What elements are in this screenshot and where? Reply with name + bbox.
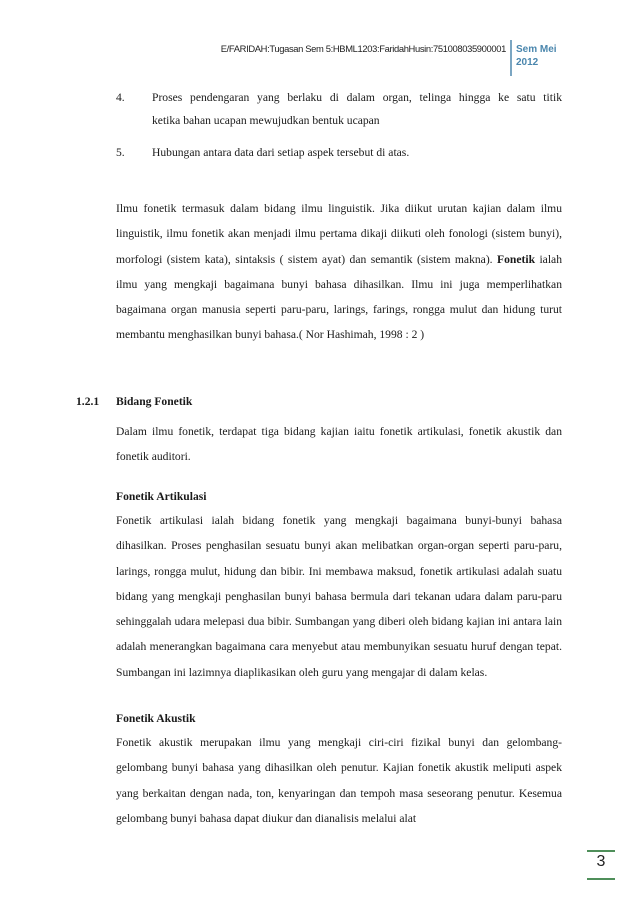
subsection-heading: Fonetik Artikulasi (116, 490, 207, 503)
page-number: 3 (596, 853, 606, 870)
page-header (0, 40, 638, 76)
list-item-number: 4. (116, 91, 125, 104)
page-number-top-rule (587, 850, 615, 852)
section-intro-text: Dalam ilmu fonetik, terdapat tiga bidang kajian iaitu fonetik artikulasi, fonetik akustik dan fonetik auditori. (116, 425, 562, 464)
intro-bold-term: Fonetik (497, 252, 536, 266)
header-semester-line2: 2012 (516, 57, 539, 68)
header-divider (510, 40, 512, 76)
list-item-text (152, 141, 562, 164)
header-document-info: E/FARIDAH:Tugasan Sem 5:HBML1203:FaridahHusin:751008035900001 (220, 43, 506, 54)
page-number-bottom-rule (587, 878, 615, 880)
intro-text-part1: Ilmu fonetik termasuk dalam bidang ilmu linguistik. Jika diikut urutan kajian dalam ilmu linguistik, ilmu fonetik akan menjadi ilmu pertama dikaji diikuti oleh fonologi (sistem bunyi), morfologi (sistem kata), sintaksis ( sistem ayat) dan semantik (sistem makna). (116, 202, 562, 266)
list-item-text (152, 86, 562, 132)
subsection-paragraph (116, 730, 562, 831)
list-item-number: 5. (116, 146, 125, 159)
subsection-text: Fonetik akustik merupakan ilmu yang mengkaji ciri-ciri fizikal bunyi dan gelombang-gelombang bunyi bahasa yang dihasilkan oleh penutur. Kajian fonetik akustik meliputi aspek yang berkaitan dengan nada, ton, kenyaringan dan tempoh masa seseorang penutur. Kesemua gelombang bunyi bahasa dapat diukur dan dianalisis melalui alat (116, 736, 562, 825)
section-number: 1.2.1 (76, 395, 100, 408)
subsection-heading: Fonetik Akustik (116, 712, 196, 725)
intro-text-part2: ialah ilmu yang mengkaji bagaimana bunyi bahasa dihasilkan. Ilmu ini juga memperlihatkan bagaimana organ manusia seperti paru-paru, larings, farings, rongga mulut dan hidung turut membantu menghasilkan bunyi bahasa.( Nor Hashimah, 1998 : 2 ) (116, 252, 562, 342)
header-semester (516, 43, 576, 69)
list-item-line: Hubungan antara data dari setiap aspek tersebut di atas. (152, 146, 410, 159)
subsection-paragraph (116, 508, 562, 685)
header-semester-line1: Sem Mei (516, 44, 557, 55)
intro-paragraph (116, 196, 562, 348)
page-number-box (587, 850, 615, 880)
subsection-text: Fonetik artikulasi ialah bidang fonetik yang mengkaji bagaimana bunyi-bunyi bahasa dihasilkan. Proses penghasilan sesuatu bunyi akan melibatkan organ-organ seperti paru-paru, larings, rongga mulut, hidung dan bibir. Ini membawa maksud, fonetik artikulasi adalah suatu bidang yang mengkaji penghasilan bunyi bahasa bermula dari tekanan udara dalam paru-paru sehinggalah udara melepasi dua bibir. Sumbangan yang diberi oleh bidang kajian ini antara lain adalah menerangkan bagaimana cara menyebut atau membunyikan sesuatu huruf dengan tepat. Sumbangan ini lazimnya diaplikasikan oleh guru yang mengajar di dalam kelas. (116, 514, 562, 679)
list-item-line: Proses pendengaran yang berlaku di dalam organ, telinga hingga ke satu titik (152, 91, 562, 104)
list-item-line: ketika bahan ucapan mewujudkan bentuk ucapan (152, 114, 380, 127)
section-intro-paragraph (116, 419, 562, 470)
section-title: Bidang Fonetik (116, 395, 193, 408)
